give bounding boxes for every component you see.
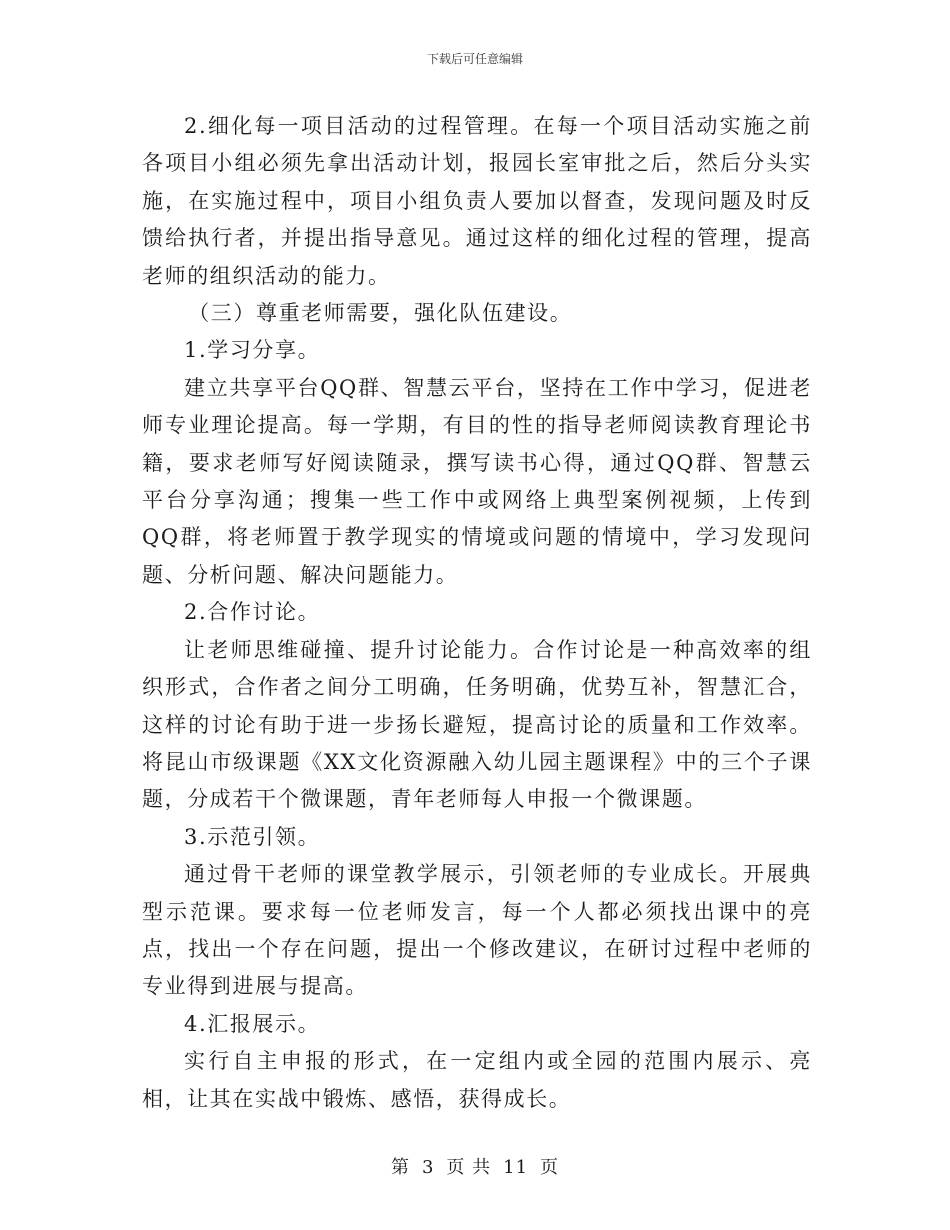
footer-suffix: 页 [540, 1157, 560, 1178]
subheading-demonstration: 3.示范引领。 [184, 824, 321, 849]
paragraph-demonstration: 通过骨干老师的课堂教学展示，引领老师的专业成长。开展典型示范课。要求每一位老师发言，每一个人都必须找出课中的亮点，找出一个存在问题，提出一个修改建议，在研讨过程中老师的专业得到进展与提高。 [142, 862, 812, 999]
page-header: 下载后可任意编辑 [426, 52, 523, 66]
subheading-learning-sharing: 1.学习分享。 [184, 338, 321, 363]
section-heading-team-building: （三）尊重老师需要，强化队伍建设。 [188, 301, 573, 326]
paragraph-learning-sharing: 建立共享平台QQ群、智慧云平台，坚持在工作中学习，促进老师专业理论提高。每一学期，有目的性的指导老师阅读教育理论书籍，要求老师写好阅读随录，撰写读书心得，通过QQ群、智慧云平台分享沟通；搜集一些工作中或网络上典型案例视频，上传到QQ群，将老师置于教学现实的情境或问题的情境中，学习发现问题、分析问题、解决问题能力。 [142, 375, 812, 587]
footer-middle: 页 共 [446, 1157, 492, 1178]
current-page-number: 3 [421, 1157, 435, 1178]
footer-prefix: 第 [390, 1157, 410, 1178]
paragraph-report-display: 实行自主申报的形式，在一定组内或全园的范围内展示、亮相，让其在实战中锻炼、感悟，获得成长。 [142, 1049, 812, 1111]
paragraph-cooperative-discussion: 让老师思维碰撞、提升讨论能力。合作讨论是一种高效率的组织形式，合作者之间分工明确，任务明确，优势互补，智慧汇合，这样的讨论有助于进一步扬长避短，提高讨论的质量和工作效率。将昆山市级课题《XX文化资源融入幼儿园主题课程》中的三个子课题，分成若干个微课题，青年老师每人申报一个微课题。 [142, 637, 812, 812]
subheading-report-display: 4.汇报展示。 [184, 1011, 321, 1036]
page-footer [0, 1153, 950, 1179]
paragraph-process-management: 2.细化每一项目活动的过程管理。在每一个项目活动实施之前各项目小组必须先拿出活动计划，报园长室审批之后，然后分头实施，在实施过程中，项目小组负责人要加以督查，发现问题及时反馈给执行者，并提出指导意见。通过这样的细化过程的管理，提高老师的组织活动的能力。 [142, 114, 812, 288]
total-pages-number: 11 [503, 1157, 529, 1178]
document-body [142, 108, 812, 1118]
subheading-cooperative-discussion: 2.合作讨论。 [184, 600, 321, 625]
